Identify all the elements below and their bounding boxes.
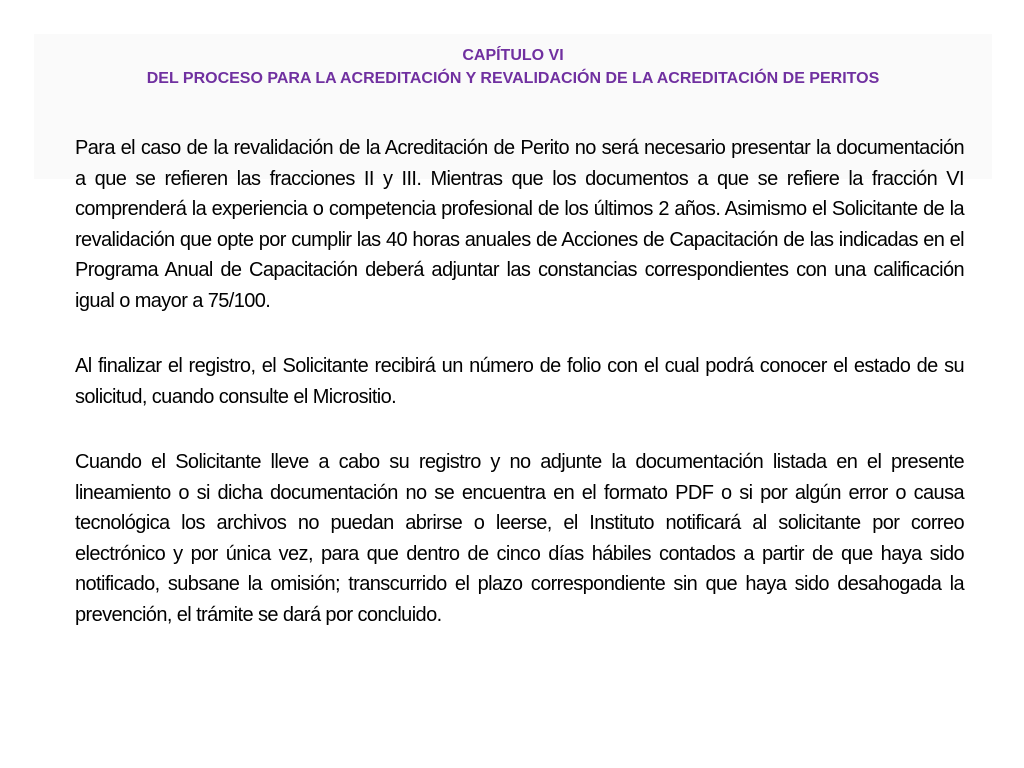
chapter-subtitle: DEL PROCESO PARA LA ACREDITACIÓN Y REVALIDACIÓN DE LA ACREDITACIÓN DE PERITOS bbox=[146, 70, 880, 87]
chapter-title: CAPÍTULO VI bbox=[462, 47, 564, 64]
body-content bbox=[75, 133, 964, 630]
chapter-heading bbox=[34, 44, 992, 90]
paragraph-missing-documents: Cuando el Solicitante lleve a cabo su registro y no adjunte la documentación listada en el presente lineamiento o si dicha documentación no se encuentra en el formato PDF o si por algún error o causa tecnológica los archivos no puedan abrirse o leerse, el Instituto notificará al solicitante por correo electrónico y por única vez, para que dentro de cinco días hábiles contados a partir de que haya sido notificado, subsane la omisión; transcurrido el plazo correspondiente sin que haya sido desahogada la prevención, el trámite se dará por concluido. bbox=[75, 451, 964, 626]
paragraph-registration: Al finalizar el registro, el Solicitante recibirá un número de folio con el cual podrá conocer el estado de su solicitud, cuando consulte el Micrositio. bbox=[75, 355, 964, 408]
paragraph-revalidation: Para el caso de la revalidación de la Acreditación de Perito no será necesario presentar la documentación a que se refieren las fracciones II y III. Mientras que los documentos a que se refiere la fracción VI comprenderá la experiencia o competencia profesional de los últimos 2 años. Asimismo el Solicitante de la revalidación que opte por cumplir las 40 horas anuales de Acciones de Capacitación de las indicadas en el Programa Anual de Capacitación deberá adjuntar las constancias correspondientes con una calificación igual o mayor a 75/100. bbox=[75, 137, 964, 312]
